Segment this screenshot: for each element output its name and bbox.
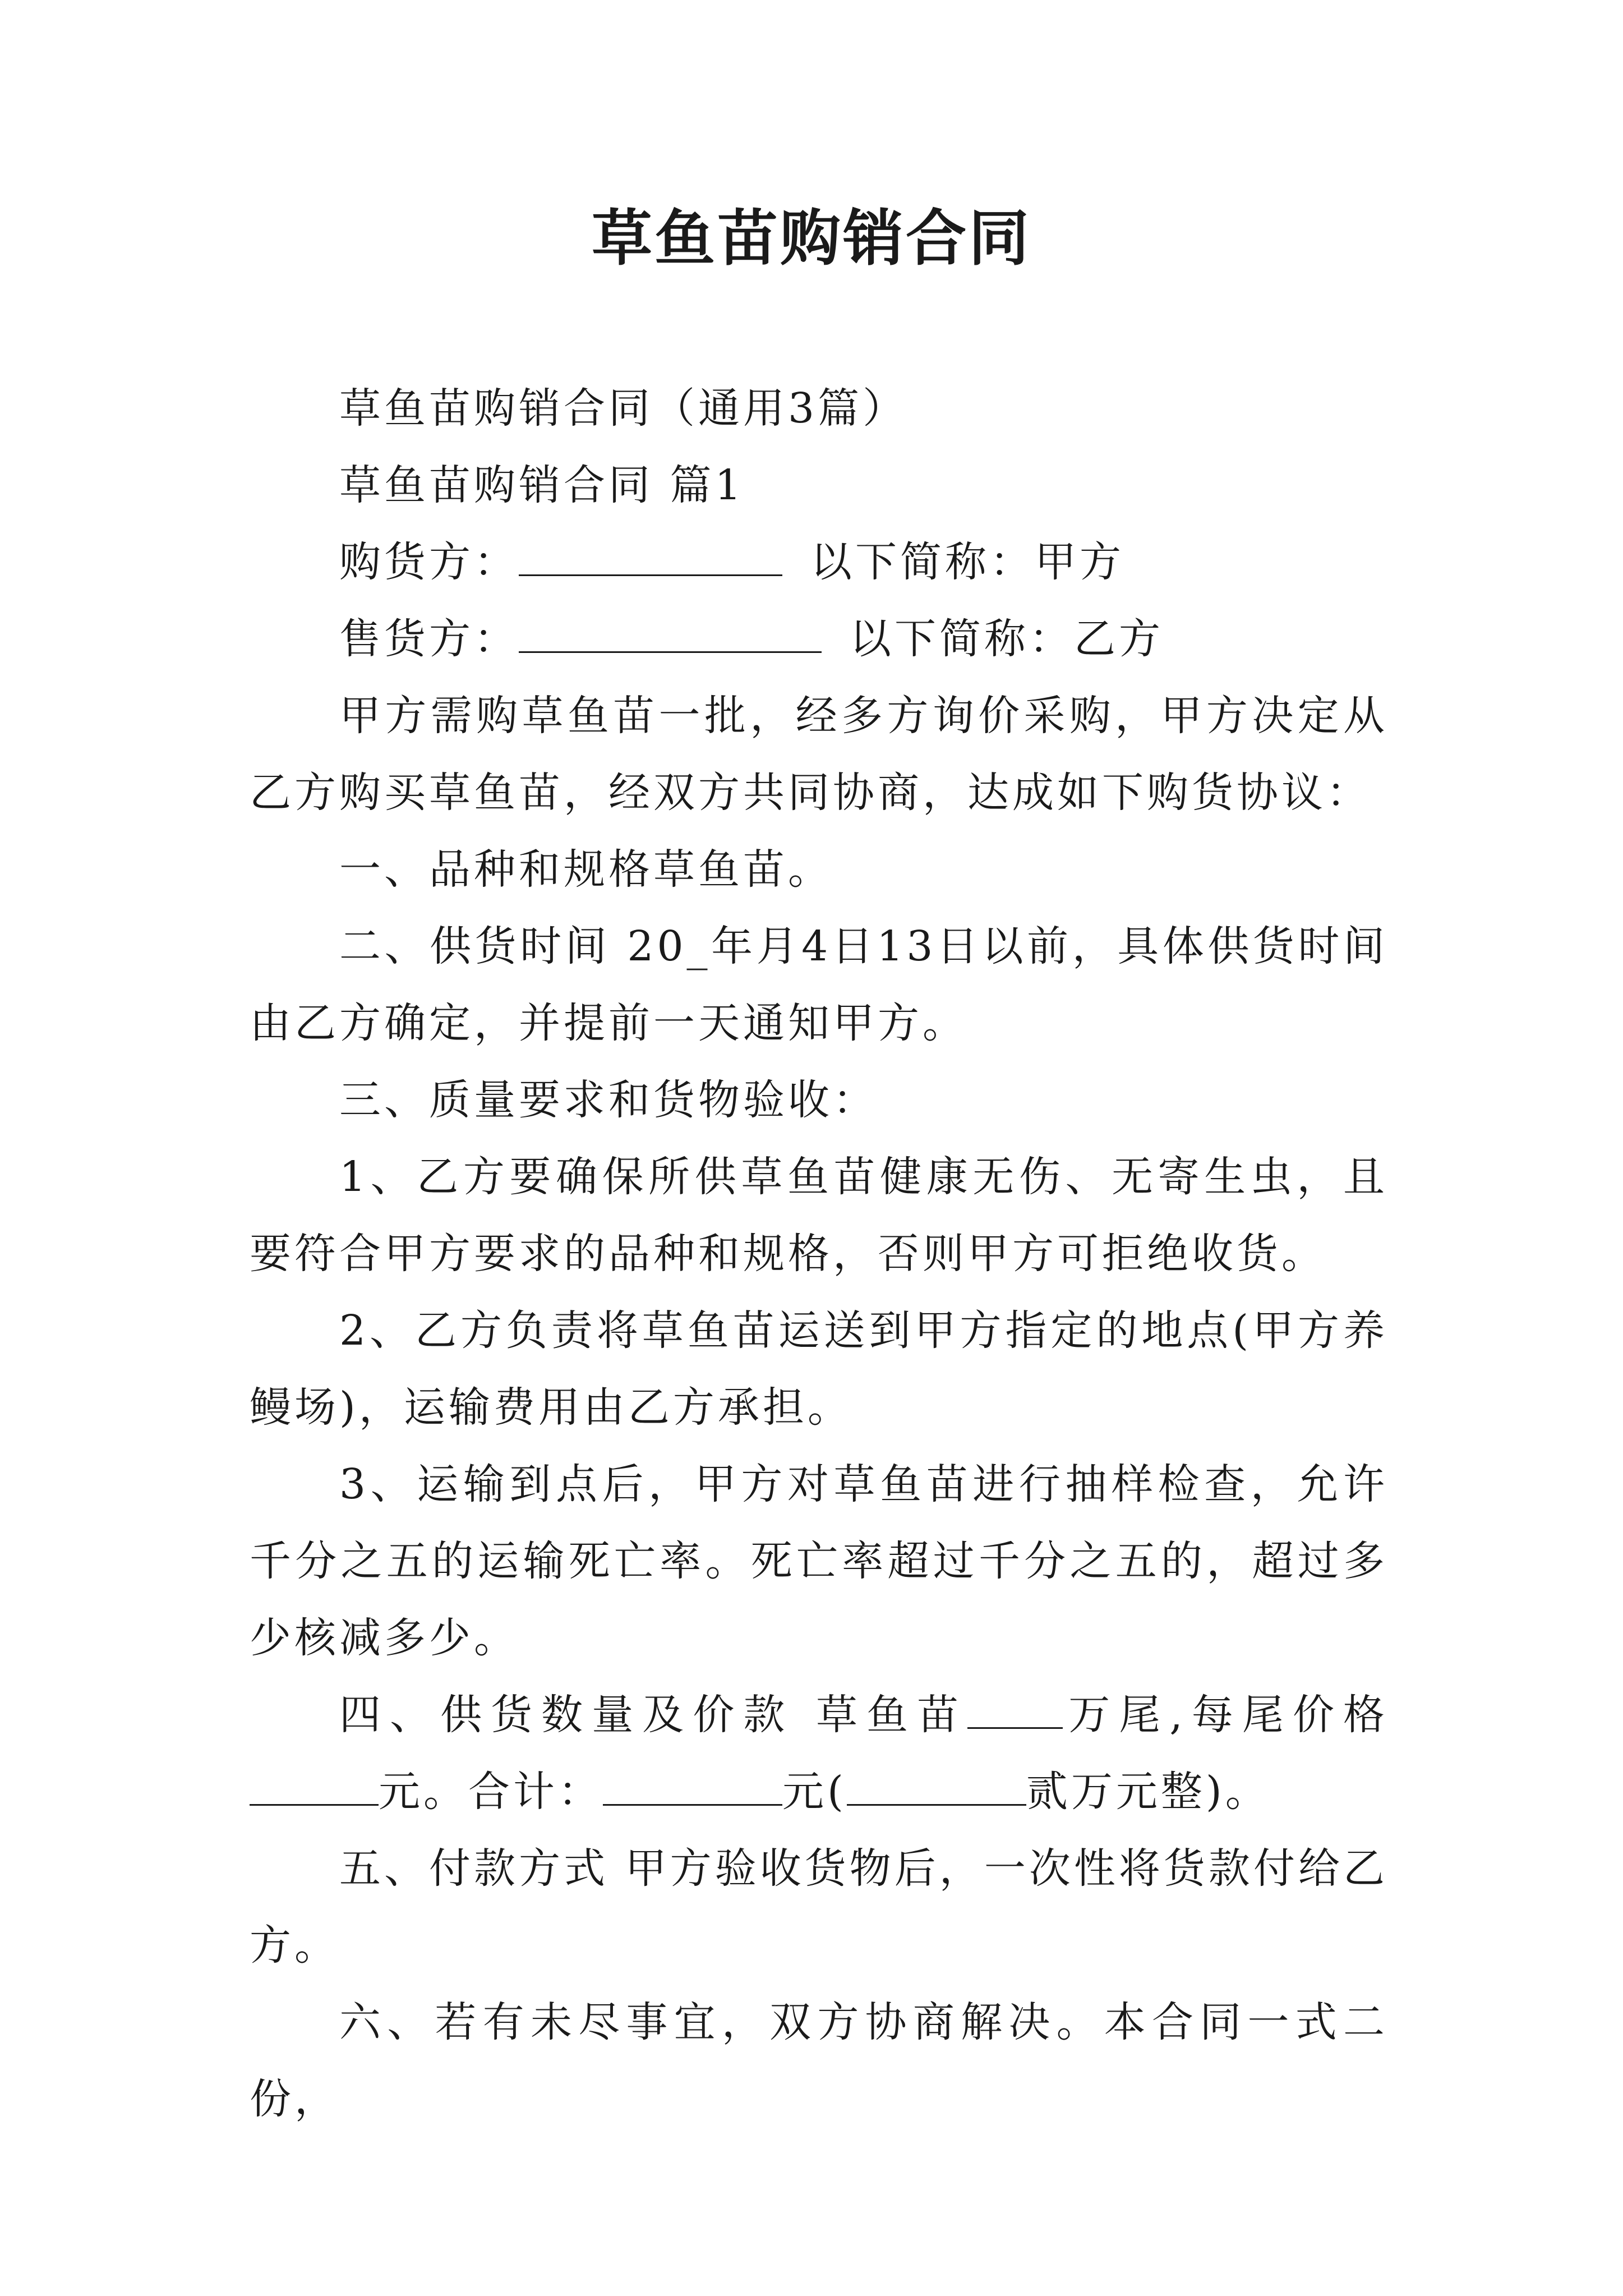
document-body	[250, 370, 1388, 2138]
document-title: 草鱼苗购销合同	[591, 203, 1031, 274]
part-heading: 草鱼苗购销合同 篇1	[339, 461, 745, 509]
seller-blank	[519, 610, 822, 653]
buyer-suffix: 以下简称：甲方	[810, 538, 1124, 586]
clause-3: 三、质量要求和货物验收：	[339, 1076, 878, 1124]
clause-2: 二、供货时间 20_年月4日13日以前，具体供货时间由乙方确定，并提前一天通知甲方。	[250, 922, 1388, 1047]
price-blank	[250, 1763, 379, 1806]
total-blank	[603, 1763, 782, 1806]
clause-6: 六、若有未尽事宜，双方协商解决。本合同一式二份，	[250, 1998, 1388, 2123]
total-words-blank	[847, 1763, 1026, 1806]
clause-1: 一、品种和规格草鱼苗。	[339, 845, 833, 894]
seller-line	[250, 601, 1388, 678]
clause-4-c: 元。合计：	[379, 1768, 603, 1816]
buyer-label: 购货方：	[339, 538, 519, 586]
buyer-line	[250, 524, 1388, 601]
subtitle: 草鱼苗购销合同（通用3篇）	[339, 384, 908, 432]
clause-4-a: 四、供货数量及价款 草鱼苗	[339, 1691, 968, 1739]
clause-4-b: 万尾,每尾价格	[1063, 1691, 1388, 1739]
intro-paragraph: 甲方需购草鱼苗一批，经多方询价采购，甲方决定从乙方购买草鱼苗，经双方共同协商，达成如下购货协议：	[250, 692, 1388, 817]
quantity-blank	[967, 1686, 1063, 1729]
seller-suffix: 以下简称：乙方	[850, 615, 1164, 663]
seller-label: 售货方：	[339, 615, 519, 663]
clause-3-1: 1、乙方要确保所供草鱼苗健康无伤、无寄生虫，且要符合甲方要求的品种和规格，否则甲方可拒绝收货。	[250, 1153, 1388, 1278]
clause-5: 五、付款方式 甲方验收货物后，一次性将货款付给乙方。	[250, 1844, 1388, 1970]
clause-4-d: 元(	[782, 1768, 847, 1816]
clause-4-e: 贰万元整)。	[1026, 1768, 1270, 1816]
buyer-blank	[519, 533, 782, 576]
clause-4	[250, 1677, 1388, 1830]
clause-3-3: 3、运输到点后，甲方对草鱼苗进行抽样检查，允许千分之五的运输死亡率。死亡率超过千分之五的，超过多少核减多少。	[250, 1460, 1388, 1662]
clause-3-2: 2、乙方负责将草鱼苗运送到甲方指定的地点(甲方养鳗场)，运输费用由乙方承担。	[250, 1306, 1388, 1432]
